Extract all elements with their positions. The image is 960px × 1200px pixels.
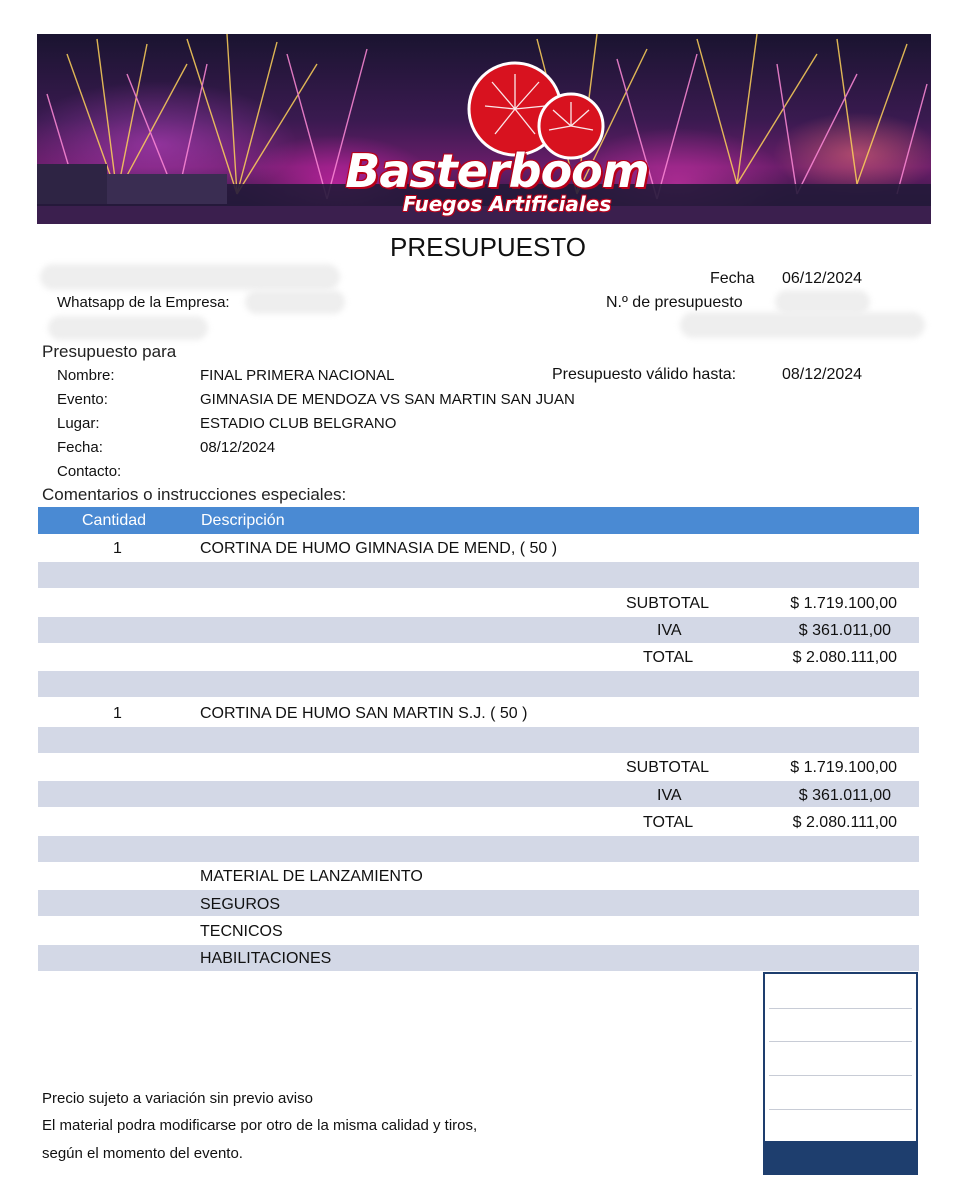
item-2-iva-label: IVA — [657, 787, 682, 804]
quote-number-label: N.º de presupuesto — [606, 294, 743, 311]
client-section-label: Presupuesto para — [42, 342, 177, 361]
client-event-label: Evento: — [57, 391, 108, 408]
client-name-value: FINAL PRIMERA NACIONAL — [200, 367, 395, 384]
redacted-company-name — [40, 264, 340, 290]
brand-name: Basterboom — [345, 144, 649, 198]
column-description-header: Descripción — [201, 512, 285, 529]
client-place-value: ESTADIO CLUB BELGRANO — [200, 415, 397, 432]
client-name-label: Nombre: — [57, 367, 115, 384]
redacted-whatsapp — [245, 290, 345, 314]
item-1-total-label: TOTAL — [643, 649, 694, 666]
footer-note-price: Precio sujeto a variación sin previo aviso — [42, 1090, 313, 1107]
extra-launch-material: MATERIAL DE LANZAMIENTO — [200, 868, 423, 885]
table-header — [38, 507, 919, 534]
redacted-quote-number — [775, 290, 870, 314]
valid-until-value: 08/12/2024 — [782, 366, 863, 383]
item-2-description: CORTINA DE HUMO SAN MARTIN S.J. ( 50 ) — [200, 705, 528, 722]
signature-line — [769, 1041, 912, 1042]
signature-line — [769, 1008, 912, 1009]
redacted-company-info — [48, 316, 208, 340]
client-event-value: GIMNASIA DE MENDOZA VS SAN MARTIN SAN JUAN — [200, 391, 575, 408]
table-row-band — [38, 671, 919, 697]
client-place-label: Lugar: — [57, 415, 100, 432]
table-row-band — [38, 836, 919, 862]
client-contact-label: Contacto: — [57, 463, 122, 480]
signature-line — [769, 1109, 912, 1110]
signature-line — [769, 1075, 912, 1076]
comments-label: Comentarios o instrucciones especiales: — [42, 485, 347, 504]
item-2-quantity: 1 — [113, 705, 122, 722]
client-date-label: Fecha: — [57, 439, 103, 456]
table-row-band — [38, 562, 919, 588]
redacted-contact-info — [680, 312, 925, 338]
table-row-band — [38, 945, 919, 971]
client-date-value: 08/12/2024 — [200, 439, 276, 456]
signature-box-footer — [765, 1141, 916, 1173]
item-2-iva-value: $ 361.011,00 — [798, 787, 891, 804]
extra-permits: HABILITACIONES — [200, 950, 332, 967]
item-1-iva-value: $ 361.011,00 — [798, 622, 891, 639]
table-row-band — [38, 727, 919, 753]
item-1-description: CORTINA DE HUMO GIMNASIA DE MEND, ( 50 ) — [200, 540, 558, 557]
item-2-total-value: $ 2.080.111,00 — [792, 814, 897, 831]
footer-note-material: El material podra modificarse por otro de la misma calidad y tiros, — [42, 1117, 478, 1134]
item-1-iva-label: IVA — [657, 622, 682, 639]
document-title: PRESUPUESTO — [389, 232, 586, 262]
item-1-subtotal-label: SUBTOTAL — [626, 595, 709, 612]
company-whatsapp-label: Whatsapp de la Empresa: — [57, 294, 230, 311]
item-1-quantity: 1 — [113, 540, 122, 557]
footer-note-event: según el momento del evento. — [42, 1145, 243, 1162]
table-row-band — [38, 890, 919, 916]
extra-insurance: SEGUROS — [200, 896, 281, 913]
item-1-subtotal-value: $ 1.719.100,00 — [790, 595, 897, 612]
item-2-subtotal-label: SUBTOTAL — [626, 759, 709, 776]
column-quantity-header: Cantidad — [82, 512, 147, 529]
date-label: Fecha — [710, 270, 755, 287]
item-2-subtotal-value: $ 1.719.100,00 — [790, 759, 897, 776]
extra-technicians: TECNICOS — [200, 923, 283, 940]
date-value: 06/12/2024 — [782, 270, 863, 287]
brand-subtitle: Fuegos Artificiales — [402, 192, 612, 216]
signature-box — [763, 972, 918, 1175]
valid-until-label: Presupuesto válido hasta: — [552, 366, 737, 383]
header-banner — [37, 34, 931, 224]
item-2-total-label: TOTAL — [643, 814, 694, 831]
item-1-total-value: $ 2.080.111,00 — [792, 649, 897, 666]
